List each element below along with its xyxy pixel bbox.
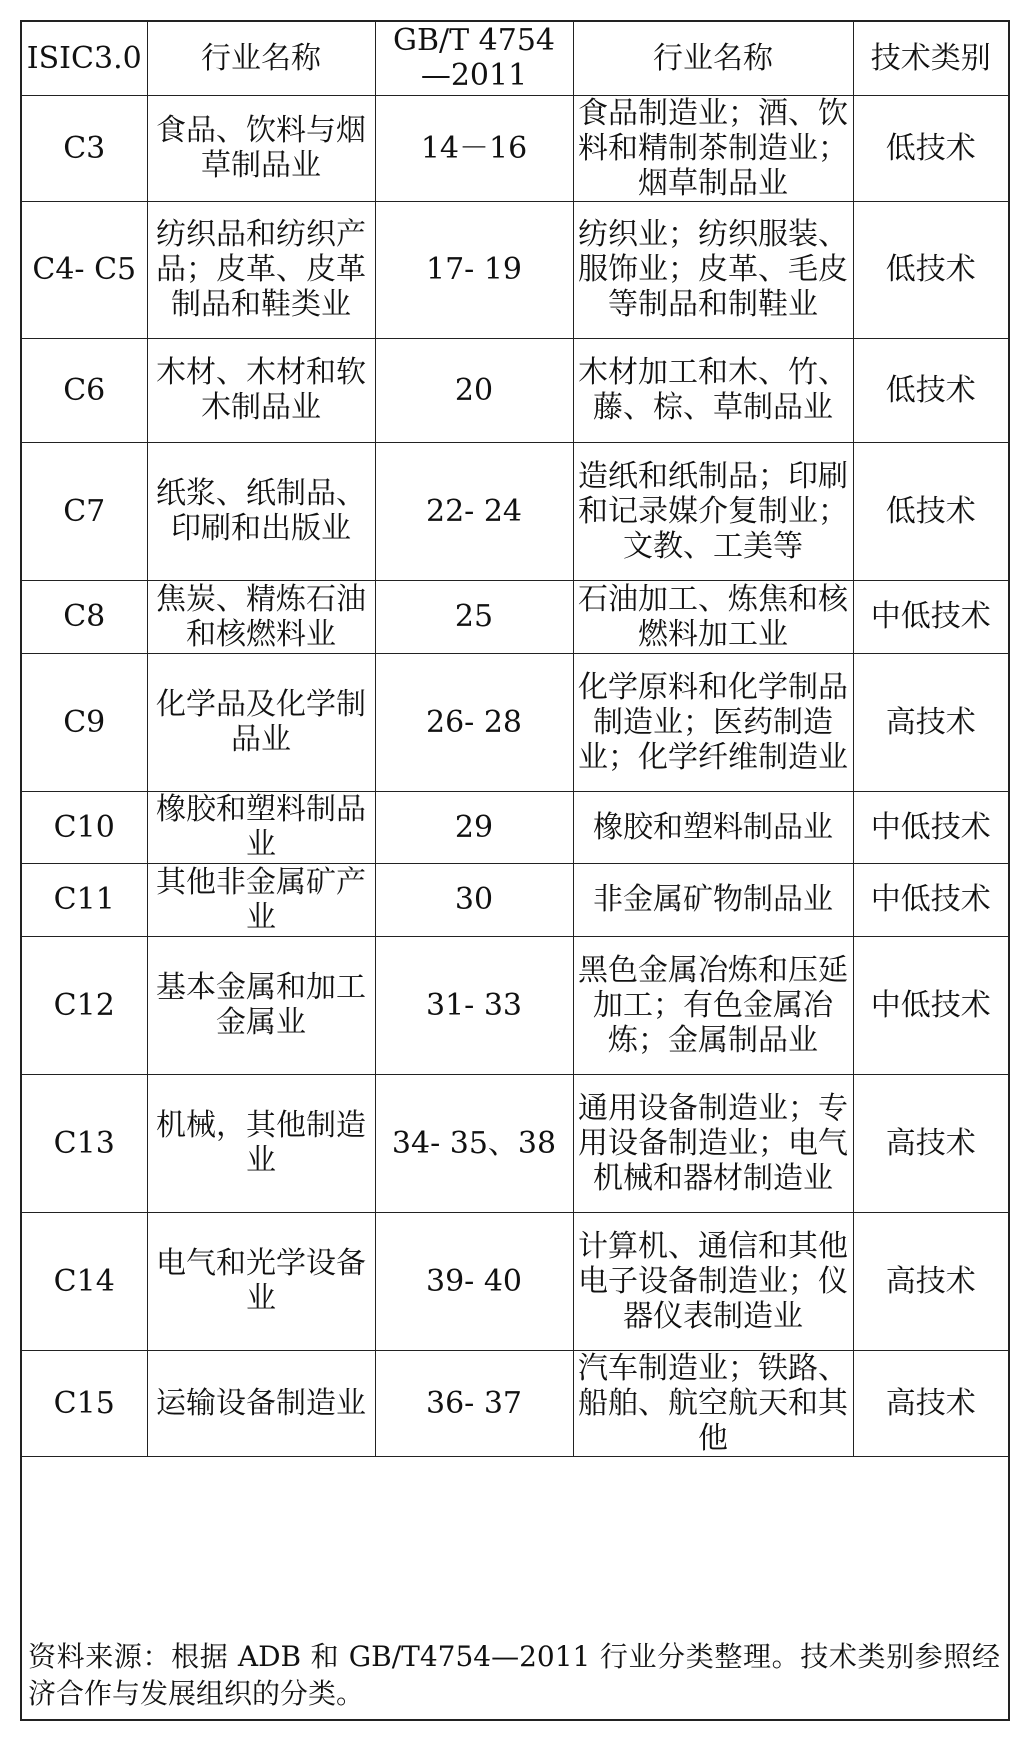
tech-category: 中低技术 [853, 580, 1008, 653]
tech-category: 低技术 [853, 201, 1008, 338]
isic-industry-name: 化学品及化学制品业 [147, 653, 375, 791]
source-note: 资料来源：根据 ADB 和 GB/T4754—2011 行业分类整理。技术类别参照经济合作与发展组织的分类。 [28, 1640, 1000, 1710]
isic-code: C14 [22, 1212, 147, 1350]
tech-category: 高技术 [853, 1350, 1008, 1456]
isic-industry-name: 橡胶和塑料制品业 [147, 791, 375, 863]
table-row [22, 1212, 1008, 1350]
isic-code: C9 [22, 653, 147, 791]
isic-industry-name: 运输设备制造业 [147, 1350, 375, 1456]
isic-code: C8 [22, 580, 147, 653]
gb-industry-name: 通用设备制造业；专用设备制造业；电气机械和器材制造业 [573, 1074, 853, 1212]
isic-industry-name: 机械，其他制造业 [147, 1074, 375, 1212]
table-row [22, 580, 1008, 653]
isic-code: C4- C5 [22, 201, 147, 338]
table-row [22, 1074, 1008, 1212]
gb-industry-name: 黑色金属冶炼和压延加工；有色金属冶炼；金属制品业 [573, 936, 853, 1074]
gb-industry-name: 食品制造业；酒、饮料和精制茶制造业；烟草制品业 [573, 95, 853, 201]
tech-category: 高技术 [853, 1074, 1008, 1212]
gb-code: 17- 19 [375, 201, 573, 338]
table-row [22, 338, 1008, 442]
tech-category: 中低技术 [853, 791, 1008, 863]
gb-industry-name: 计算机、通信和其他电子设备制造业；仪器仪表制造业 [573, 1212, 853, 1350]
gb-code: 30 [375, 863, 573, 936]
gb-code: 22- 24 [375, 442, 573, 580]
isic-code: C6 [22, 338, 147, 442]
gb-industry-name: 非金属矿物制品业 [573, 863, 853, 936]
document-page [20, 20, 1010, 1721]
tech-category: 低技术 [853, 442, 1008, 580]
isic-industry-name: 基本金属和加工金属业 [147, 936, 375, 1074]
isic-industry-name: 木材、木材和软木制品业 [147, 338, 375, 442]
gb-industry-name: 造纸和纸制品；印刷和记录媒介复制业；文教、工美等 [573, 442, 853, 580]
gb-code: 34- 35、38 [375, 1074, 573, 1212]
table-row [22, 863, 1008, 936]
header-gb-industry-name: 行业名称 [573, 22, 853, 95]
gb-code: 25 [375, 580, 573, 653]
isic-code: C12 [22, 936, 147, 1074]
gb-code: 29 [375, 791, 573, 863]
isic-industry-name: 食品、饮料与烟草制品业 [147, 95, 375, 201]
table-row [22, 442, 1008, 580]
gb-industry-name: 化学原料和化学制品制造业；医药制造业；化学纤维制造业 [573, 653, 853, 791]
gb-code: 14－16 [375, 95, 573, 201]
isic-industry-name: 焦炭、精炼石油和核燃料业 [147, 580, 375, 653]
isic-code: C13 [22, 1074, 147, 1212]
header-gb-code: GB/T 4754—2011 [375, 22, 573, 95]
isic-code: C15 [22, 1350, 147, 1456]
isic-industry-name: 纺织品和纺织产品；皮革、皮革制品和鞋类业 [147, 201, 375, 338]
header-isic: ISIC3.0 [22, 22, 147, 95]
tech-category: 高技术 [853, 653, 1008, 791]
gb-code: 20 [375, 338, 573, 442]
industry-classification-table [22, 22, 1008, 1457]
tech-category: 中低技术 [853, 863, 1008, 936]
gb-industry-name: 橡胶和塑料制品业 [573, 791, 853, 863]
table-row [22, 653, 1008, 791]
isic-code: C7 [22, 442, 147, 580]
gb-code: 39- 40 [375, 1212, 573, 1350]
gb-industry-name: 纺织业；纺织服装、服饰业；皮革、毛皮等制品和制鞋业 [573, 201, 853, 338]
table-row [22, 1350, 1008, 1456]
table-row [22, 936, 1008, 1074]
tech-category: 低技术 [853, 95, 1008, 201]
table-row [22, 791, 1008, 863]
tech-category: 中低技术 [853, 936, 1008, 1074]
tech-category: 高技术 [853, 1212, 1008, 1350]
gb-industry-name: 汽车制造业；铁路、船舶、航空航天和其他 [573, 1350, 853, 1456]
table-row [22, 95, 1008, 201]
tech-category: 低技术 [853, 338, 1008, 442]
header-isic-industry-name: 行业名称 [147, 22, 375, 95]
gb-code: 31- 33 [375, 936, 573, 1074]
isic-industry-name: 电气和光学设备业 [147, 1212, 375, 1350]
isic-industry-name: 纸浆、纸制品、印刷和出版业 [147, 442, 375, 580]
gb-industry-name: 石油加工、炼焦和核燃料加工业 [573, 580, 853, 653]
table-row [22, 201, 1008, 338]
isic-code: C11 [22, 863, 147, 936]
isic-code: C3 [22, 95, 147, 201]
gb-code: 36- 37 [375, 1350, 573, 1456]
gb-industry-name: 木材加工和木、竹、藤、棕、草制品业 [573, 338, 853, 442]
gb-code: 26- 28 [375, 653, 573, 791]
isic-code: C10 [22, 791, 147, 863]
table-header-row [22, 22, 1008, 95]
header-tech-category: 技术类别 [853, 22, 1008, 95]
isic-industry-name: 其他非金属矿产业 [147, 863, 375, 936]
